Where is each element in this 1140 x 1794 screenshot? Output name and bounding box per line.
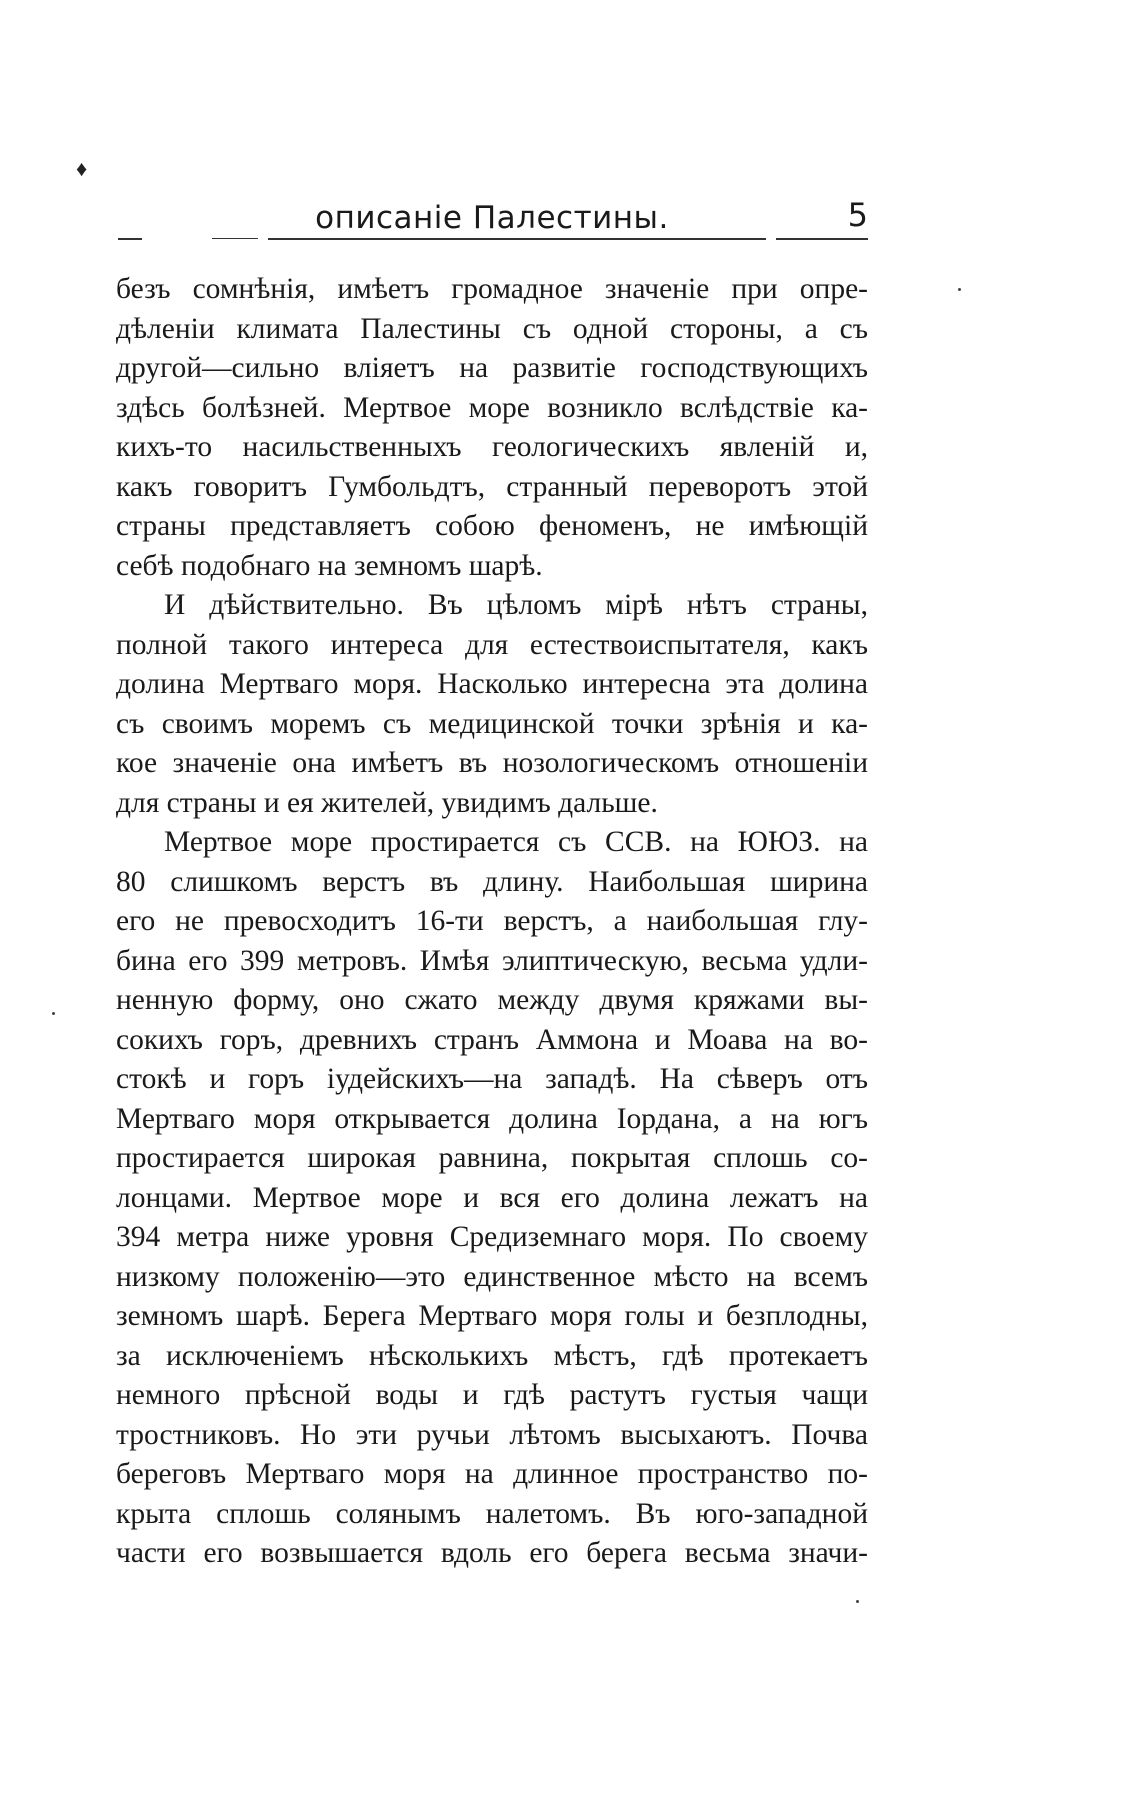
text-line: другой—сильно вліяетъ на развитіе господствующихъ bbox=[116, 352, 868, 384]
text-line: дѣленіи климата Палестины съ одной стороны, а съ bbox=[116, 312, 868, 345]
text-line: за исключеніемъ нѣсколькихъ мѣстъ, гдѣ протекаетъ bbox=[116, 1339, 868, 1372]
text-line: сокихъ горъ, древнихъ странъ Аммона и Моава на во- bbox=[116, 1023, 868, 1056]
text-line: кое значеніе она имѣетъ въ нозологическомъ отношеніи bbox=[116, 747, 868, 779]
header-rule bbox=[268, 238, 766, 240]
text-line: береговъ Мертваго моря на длинное пространство по- bbox=[116, 1458, 868, 1490]
text-line: немного прѣсной воды и гдѣ растутъ густыя чащи bbox=[116, 1379, 868, 1411]
text-line: полной такого интереса для естествоиспытателя, какъ bbox=[116, 628, 868, 661]
scan-speck bbox=[958, 288, 961, 291]
text-line: страны представляетъ собою феноменъ, не имѣющій bbox=[116, 510, 868, 542]
running-head-title: описаніе Палестины. bbox=[315, 200, 669, 236]
text-line: лонцами. Мертвое море и вся его долина лежатъ на bbox=[116, 1181, 868, 1214]
text-line: земномъ шарѣ. Берега Мертваго моря голы и безплодны, bbox=[116, 1300, 868, 1332]
paragraph-2 bbox=[116, 586, 868, 823]
header-rule bbox=[776, 238, 868, 240]
text-line: ненную форму, оно сжато между двумя кряжами вы- bbox=[116, 984, 868, 1016]
text-line: стокѣ и горъ іудейскихъ—на западѣ. На сѣверъ отъ bbox=[116, 1063, 868, 1095]
text-line: бина его 399 метровъ. Имѣя элиптическую, весьма удли- bbox=[116, 944, 868, 977]
header-rule bbox=[212, 238, 258, 239]
text-line: безъ сомнѣнія, имѣетъ громадное значеніе при опре- bbox=[116, 273, 868, 305]
scan-speck bbox=[856, 1600, 859, 1603]
paragraph-3 bbox=[116, 823, 868, 1574]
text-line: какъ говоритъ Гумбольдтъ, странный переворотъ этой bbox=[116, 470, 868, 503]
scan-speck bbox=[52, 1012, 55, 1015]
text-line: И дѣйствительно. Въ цѣломъ мірѣ нѣтъ страны, bbox=[164, 589, 868, 621]
text-line: 80 слишкомъ верстъ въ длину. Наибольшая ширина bbox=[116, 865, 868, 898]
ornament-mark: ♦ bbox=[76, 156, 88, 181]
text-line: для страны и ея жителей, увидимъ дальше. bbox=[116, 786, 658, 819]
header-rule bbox=[118, 238, 142, 240]
text-line: кихъ-то насильственныхъ геологическихъ явленій и, bbox=[116, 431, 868, 463]
text-line: съ своимъ моремъ съ медицинской точки зрѣнія и ка- bbox=[116, 707, 868, 740]
body-text bbox=[116, 270, 868, 1574]
text-line: себѣ подобнаго на земномъ шарѣ. bbox=[116, 549, 543, 582]
text-line: низкому положенію—это единственное мѣсто на всемъ bbox=[116, 1260, 868, 1293]
page-number: 5 bbox=[847, 196, 868, 234]
text-line: его не превосходитъ 16-ти верстъ, а наибольшая глу- bbox=[116, 905, 868, 937]
text-line: тростниковъ. Но эти ручьи лѣтомъ высыхаютъ. Почва bbox=[116, 1418, 868, 1451]
text-line: Мертвое море простирается съ ССВ. на ЮЮЗ. на bbox=[164, 826, 868, 858]
text-line: долина Мертваго моря. Насколько интересна эта долина bbox=[116, 668, 868, 700]
text-line: здѣсь болѣзней. Мертвое море возникло вслѣдствіе ка- bbox=[116, 391, 868, 424]
text-line: Мертваго моря открывается долина Іордана, а на югъ bbox=[116, 1102, 868, 1135]
text-line: части его возвышается вдоль его берега весьма значи- bbox=[116, 1537, 868, 1569]
page-header bbox=[116, 192, 868, 246]
text-line: крыта сплошь солянымъ налетомъ. Въ юго-западной bbox=[116, 1497, 868, 1530]
text-line: простирается широкая равнина, покрытая сплошь со- bbox=[116, 1142, 868, 1174]
paragraph-1 bbox=[116, 270, 868, 586]
text-line: 394 метра ниже уровня Средиземнаго моря. По своему bbox=[116, 1221, 868, 1253]
